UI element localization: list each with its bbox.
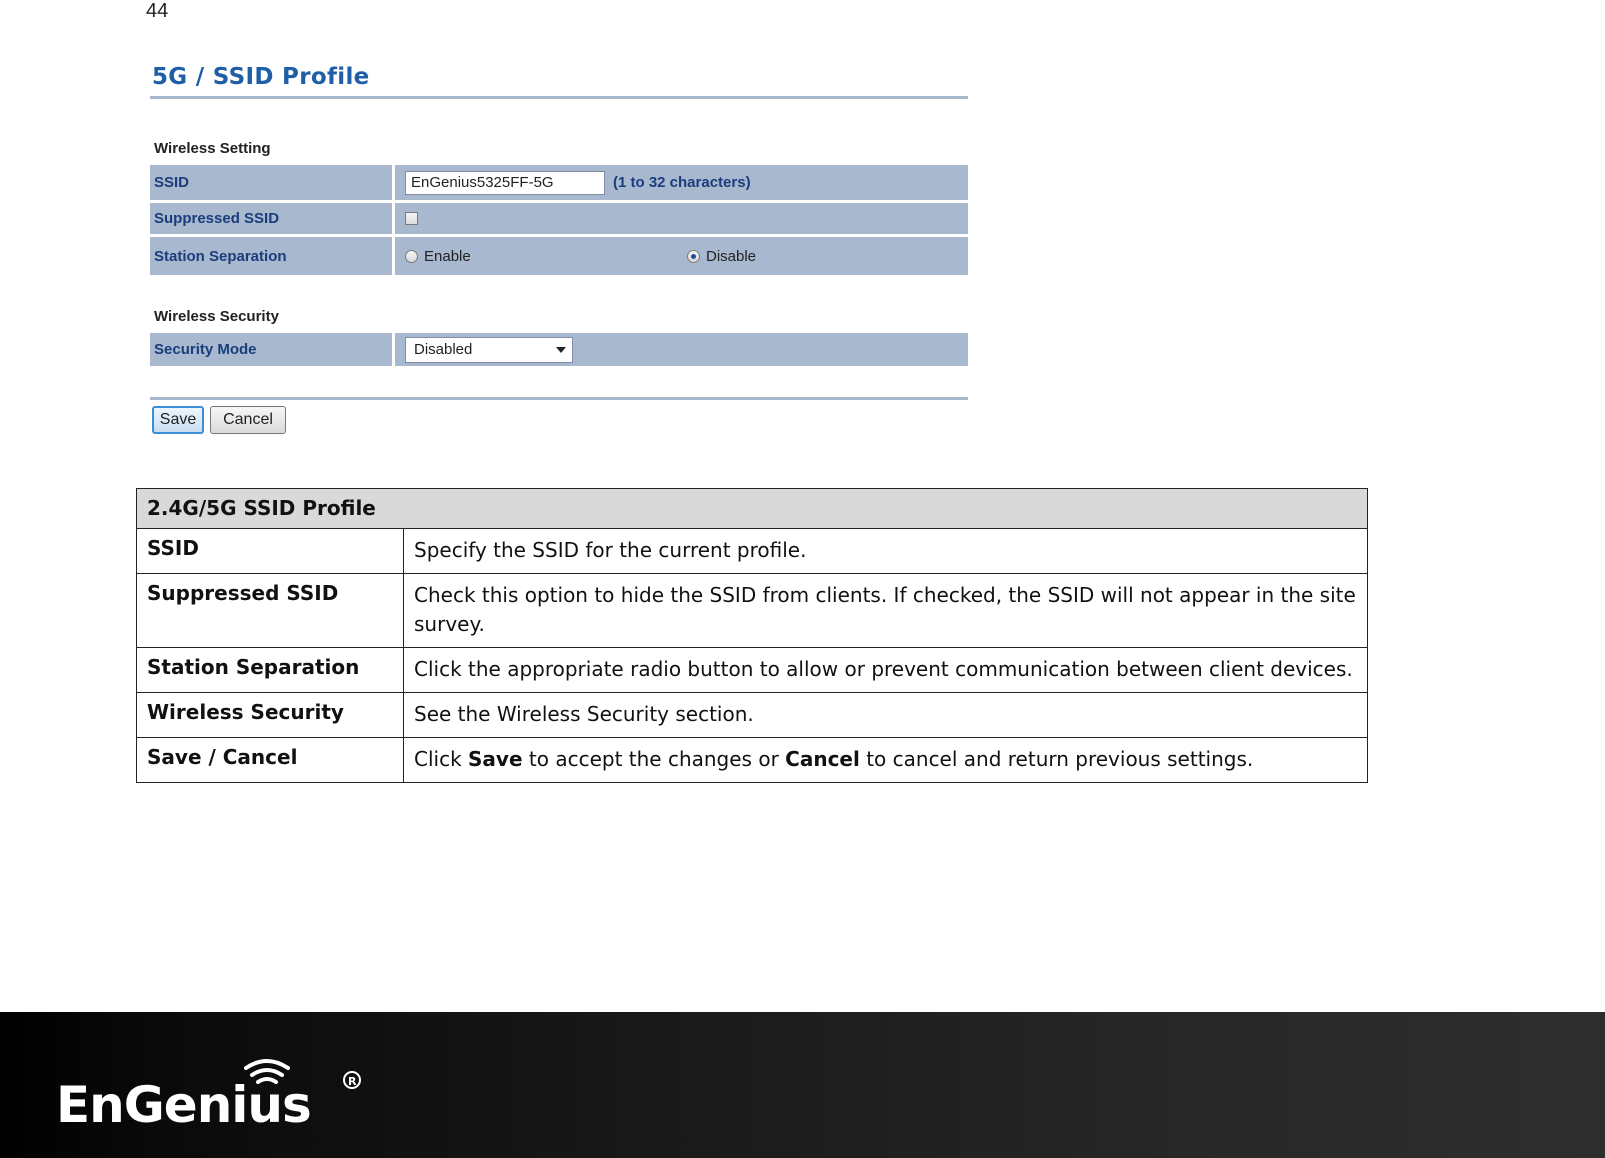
table-row <box>137 574 1368 648</box>
enable-label: Enable <box>424 247 471 265</box>
security-mode-row <box>150 333 968 366</box>
engenius-logo <box>56 1050 366 1134</box>
term-cell: Station Separation <box>137 648 404 693</box>
disable-radio[interactable] <box>687 250 700 263</box>
table-row <box>137 738 1368 783</box>
table-row <box>137 529 1368 574</box>
description-cell: Specify the SSID for the current profile. <box>404 529 1368 574</box>
ssid-row <box>150 165 968 200</box>
security-mode-label: Security Mode <box>150 333 392 366</box>
station-separation-enable-option[interactable] <box>405 248 687 265</box>
suppressed-ssid-row <box>150 203 968 234</box>
table-row <box>137 693 1368 738</box>
term-cell: Save / Cancel <box>137 738 404 783</box>
desc-mid: to accept the changes or <box>522 747 786 771</box>
cancel-button[interactable]: Cancel <box>210 406 286 434</box>
page-title: 5G / SSID Profile <box>152 64 370 90</box>
chevron-down-icon <box>556 347 566 353</box>
ssid-hint: (1 to 32 characters) <box>613 174 751 191</box>
term-cell: SSID <box>137 529 404 574</box>
title-divider <box>150 96 968 99</box>
security-mode-value: Disabled <box>414 341 473 358</box>
desc-save-term: Save <box>468 747 523 771</box>
form-divider <box>150 397 968 400</box>
station-separation-disable-option[interactable] <box>687 248 756 265</box>
description-cell: Click the appropriate radio button to allow or prevent communication between client devices. <box>404 648 1368 693</box>
enable-radio[interactable] <box>405 250 418 263</box>
station-separation-row <box>150 237 968 275</box>
desc-prefix: Click <box>414 747 469 771</box>
description-cell: Check this option to hide the SSID from clients. If checked, the SSID will not appear in the site survey. <box>404 574 1368 648</box>
page-number: 44 <box>146 0 169 22</box>
ssid-label: SSID <box>150 165 392 200</box>
wireless-security-label: Wireless Security <box>154 308 279 325</box>
description-table <box>136 488 1368 783</box>
description-cell: See the Wireless Security section. <box>404 693 1368 738</box>
disable-label: Disable <box>706 247 757 265</box>
station-separation-label: Station Separation <box>150 237 392 275</box>
term-cell: Suppressed SSID <box>137 574 404 648</box>
description-cell <box>404 738 1368 783</box>
desc-suffix: to cancel and return previous settings. <box>859 747 1254 771</box>
suppressed-ssid-label: Suppressed SSID <box>150 203 392 234</box>
desc-cancel-term: Cancel <box>785 747 860 771</box>
svg-text:R: R <box>348 1075 357 1088</box>
logo-text: EnGenius <box>56 1076 311 1130</box>
table-row <box>137 648 1368 693</box>
term-cell: Wireless Security <box>137 693 404 738</box>
save-button[interactable]: Save <box>152 406 204 434</box>
table-header: 2.4G/5G SSID Profile <box>137 489 1368 529</box>
security-mode-select[interactable] <box>405 337 573 363</box>
wireless-setting-label: Wireless Setting <box>154 140 271 157</box>
ssid-input[interactable] <box>405 171 605 195</box>
suppressed-ssid-checkbox[interactable] <box>405 212 418 225</box>
